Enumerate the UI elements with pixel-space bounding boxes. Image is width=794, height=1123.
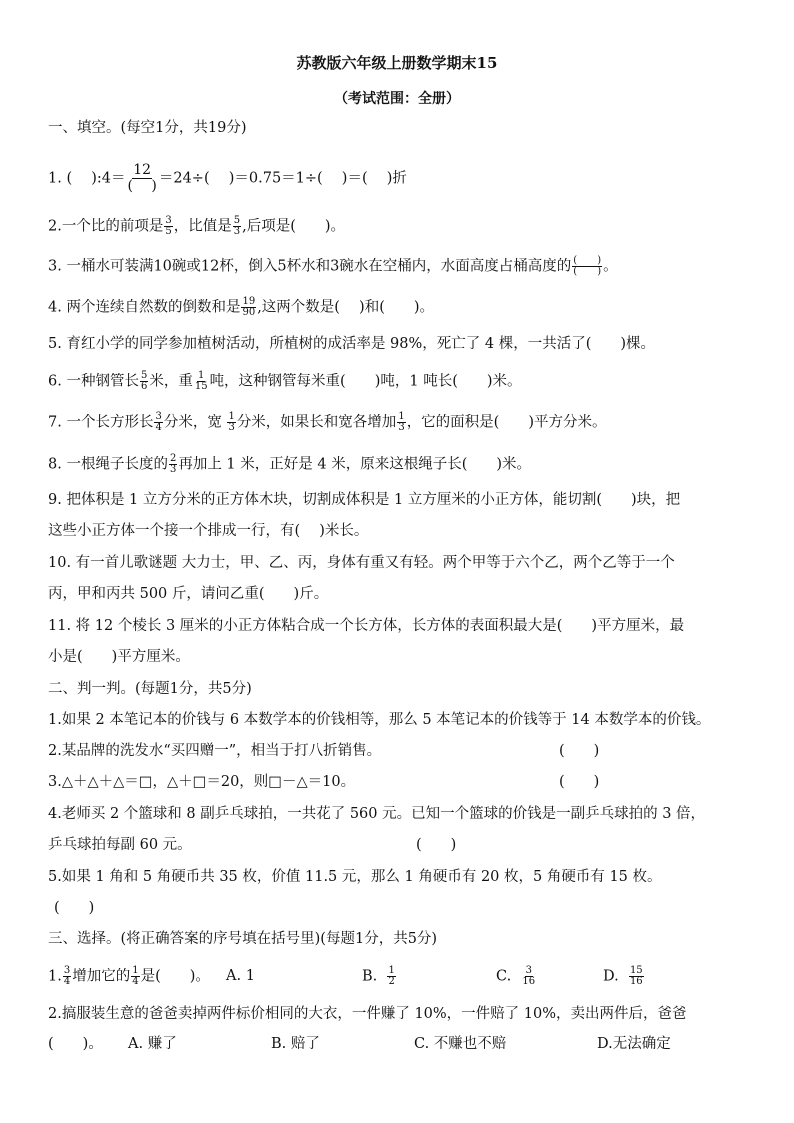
option-b — [362, 966, 397, 987]
fraction-numerator: 1 — [388, 965, 395, 976]
fraction-numerator: 15 — [629, 965, 643, 976]
fraction-denominator: 3 — [398, 422, 405, 433]
q1-6-part-c: 吨，这种钢管每米重( )吨，1 吨长( )米。 — [209, 373, 522, 390]
fraction-numerator: ( ) — [573, 255, 602, 266]
question-1-7 — [48, 412, 607, 433]
question-1-3 — [48, 256, 618, 277]
q1-6-part-b: 米，重 — [149, 373, 193, 390]
option-d — [603, 966, 645, 987]
q1-2-part-c: ,后项是( )。 — [242, 218, 346, 235]
option-d: D.无法确定 — [597, 1036, 671, 1052]
fraction — [387, 966, 395, 987]
fraction-numerator: 3 — [525, 965, 532, 976]
option-c-label: C. — [496, 968, 512, 985]
q1-2-part-b: ，比值是 — [173, 218, 232, 235]
q1-7-part-d: ，它的面积是( )平方分米。 — [406, 414, 607, 431]
fraction-denominator: 3 — [233, 226, 241, 237]
question-3-2-line2: ( )。 — [48, 1036, 103, 1052]
fraction-numerator: 3 — [63, 965, 71, 976]
fraction — [140, 371, 148, 392]
answer-bracket: ( ) — [416, 837, 457, 853]
option-c — [496, 966, 537, 987]
fraction — [629, 966, 644, 987]
q1-7-part-c: 分米，如果长和宽各增加 — [236, 414, 397, 431]
fraction-denominator: 5 — [165, 226, 172, 237]
q1-1-part-a: 1. ( ):4＝ — [48, 170, 126, 187]
question-2-2: 2.某品牌的洗发水“买四赠一”，相当于打八折销售。 — [48, 743, 382, 759]
fraction — [131, 966, 139, 987]
option-c: C. 不赚也不赔 — [414, 1036, 507, 1052]
question-2-1: 1.如果 2 本笔记本的价钱与 6 本数学本的价钱相等，那么 5 本笔记本的价钱等于 14 本数学本的价钱。 — [48, 712, 711, 728]
fraction — [164, 216, 172, 237]
option-a: A. 赚了 — [128, 1036, 177, 1052]
fraction — [233, 216, 241, 237]
fraction-denominator: ( ) — [573, 266, 602, 277]
fraction-numerator: 2 — [169, 453, 177, 464]
option-b-label: B. — [362, 968, 378, 985]
fraction-denominator: 4 — [155, 422, 162, 433]
question-1-11-line1: 11. 将 12 个棱长 3 厘米的小正方体粘合成一个长方体，长方体的表面积最大是( )平方厘米，最 — [48, 618, 685, 634]
q3-1-part-b: 增加它的 — [72, 968, 131, 985]
section3-heading: 三、选择。(将正确答案的序号填在括号里)(每题1分，共5分) — [48, 931, 438, 947]
question-3-2-line1: 2.搞服装生意的爸爸卖掉两件标价相同的大衣，一件赚了 10%，一件赔了 10%，卖出两件后，爸爸 — [48, 1006, 687, 1022]
question-2-5-line1: 5.如果 1 角和 5 角硬币共 35 枚，价值 11.5 元，那么 1 角硬币有 20 枚，5 角硬币有 15 枚。 — [48, 869, 662, 885]
fraction-numerator: 3 — [155, 411, 162, 422]
question-1-10-line1: 10. 有一首儿歌谜题 大力士，甲、乙、丙，身体有重又有轻。两个甲等于六个乙，两个乙等于一个 — [48, 555, 675, 571]
question-1-1 — [48, 163, 407, 194]
q1-6-part-a: 6. 一种钢管长 — [48, 373, 139, 390]
fraction — [241, 297, 256, 318]
fraction — [154, 412, 162, 433]
question-2-4-line1: 4.老师买 2 个篮球和 8 副乒乓球拍，一共花了 560 元。已知一个篮球的价钱是一副乒乓球拍的 3 倍， — [48, 806, 706, 822]
fraction — [572, 256, 602, 277]
fraction — [397, 412, 405, 433]
q1-2-part-a: 2.一个比的前项是 — [48, 218, 164, 235]
question-1-2 — [48, 216, 345, 237]
question-1-6 — [48, 371, 522, 392]
q1-1-part-b: ＝24÷( )＝0.75＝1÷( )＝( )折 — [158, 170, 407, 187]
question-1-10-line2: 丙，甲和丙共 500 斤，请问乙重( )斤。 — [48, 586, 329, 602]
fraction — [169, 454, 177, 475]
page-title: 苏教版六年级上册数学期末15 — [296, 54, 498, 72]
fraction — [194, 371, 209, 392]
fraction-denominator: 3 — [228, 422, 235, 433]
fraction — [126, 163, 157, 194]
option-a: A. 1 — [226, 968, 255, 984]
fraction-denominator: 4 — [63, 976, 71, 987]
fraction-numerator: 1 — [198, 370, 205, 381]
page-subtitle: （考试范围：全册） — [334, 91, 460, 107]
fraction-numerator: 5 — [140, 370, 148, 381]
q1-4-part-a: 4. 两个连续自然数的倒数和是 — [48, 299, 241, 316]
fraction-numerator: 12 — [133, 162, 152, 178]
fraction — [227, 412, 235, 433]
q1-7-part-b: 分米，宽 — [163, 414, 227, 431]
question-1-9-line2: 这些小正方体一个接一个排成一行，有( )米长。 — [48, 523, 369, 539]
section2-heading: 二、判一判。(每题1分，共5分) — [48, 681, 252, 697]
section1-heading: 一、填空。(每空1分，共19分) — [48, 120, 247, 136]
fraction-denominator: 90 — [242, 307, 256, 318]
fraction — [63, 966, 71, 987]
fraction-numerator: 19 — [242, 296, 256, 307]
fraction-numerator: 1 — [132, 965, 139, 976]
q1-4-part-b: ,这两个数是( )和( )。 — [257, 299, 435, 316]
question-2-4-line2: 乒乓球拍每副 60 元。 — [48, 837, 192, 853]
fraction-numerator: 3 — [165, 215, 172, 226]
fraction-numerator: 1 — [228, 411, 235, 422]
question-1-9-line1: 9. 把体积是 1 立方分米的正方体木块，切割成体积是 1 立方厘米的小正方体，能切割( )块，把 — [48, 492, 681, 508]
q1-8-part-a: 8. 一根绳子长度的 — [48, 456, 168, 473]
fraction-denominator: 4 — [132, 976, 139, 987]
q1-3-part-b: 。 — [603, 258, 618, 275]
question-1-5: 5. 育红小学的同学参加植树活动，所植树的成活率是 98%，死亡了 4 棵，一共活了( )棵。 — [48, 336, 656, 352]
option-d-label: D. — [603, 968, 619, 985]
answer-bracket: ( ) — [54, 900, 95, 916]
fraction-denominator: 16 — [629, 976, 643, 987]
q1-8-part-b: 再加上 1 米，正好是 4 米，原来这根绳子长( )米。 — [178, 456, 532, 473]
q1-3-part-a: 3. 一桶水可装满10碗或12杯，倒入5杯水和3碗水在空桶内，水面高度占桶高度的 — [48, 258, 572, 275]
fraction-denominator: 2 — [388, 976, 395, 987]
option-b: B. 赔了 — [271, 1036, 320, 1052]
question-3-1 — [48, 966, 210, 987]
fraction-denominator: 16 — [522, 976, 536, 987]
q1-7-part-a: 7. 一个长方形长 — [48, 414, 154, 431]
answer-bracket: ( ) — [559, 774, 600, 790]
question-1-8 — [48, 454, 531, 475]
question-2-3: 3.△＋△＋△＝□，△＋□＝20，则□－△＝10。 — [48, 774, 356, 790]
fraction — [521, 966, 536, 987]
q3-1-part-a: 1. — [48, 968, 62, 985]
answer-bracket: ( ) — [559, 743, 600, 759]
fraction-numerator: 5 — [233, 215, 241, 226]
question-1-11-line2: 小是( )平方厘米。 — [48, 649, 190, 665]
fraction-denominator: 3 — [169, 464, 177, 475]
fraction-denominator: ( ) — [127, 178, 157, 194]
fraction-denominator: 15 — [194, 381, 208, 392]
fraction-denominator: 6 — [140, 381, 148, 392]
question-1-4 — [48, 297, 434, 318]
q3-1-part-c: 是( )。 — [140, 968, 210, 985]
fraction-numerator: 1 — [398, 411, 405, 422]
